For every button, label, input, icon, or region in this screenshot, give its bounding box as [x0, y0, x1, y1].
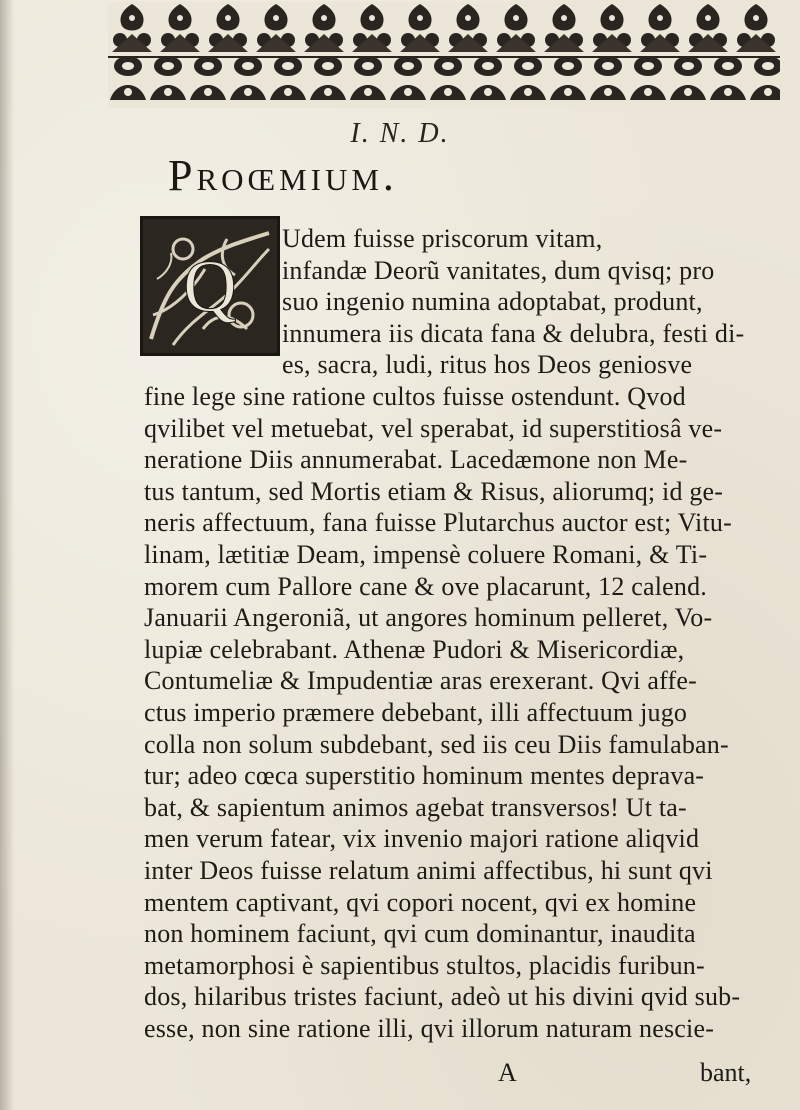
ornament-headpiece-icon [108, 0, 780, 112]
text-line: inter Deos fuisse relatum animi affectibus, hi sunt qvi [144, 856, 713, 885]
text-line: infandæ Deorũ vanitates, dum qvisq; pro [282, 255, 715, 285]
text-line: suo ingenio numina adoptabat, produnt, [282, 287, 703, 317]
text-line: ctus imperio præmere debebant, illi affectuum jugo [144, 698, 688, 727]
text-line: mentem captivant, qvi copori nocent, qvi ex homine [144, 887, 697, 917]
page-footer [0, 1058, 800, 1088]
text-line: dos, hilaribus tristes faciunt, adeò ut his divini qvid sub- [144, 982, 741, 1012]
text-line: neris affectuum, fana fuisse Plutarchus auctor est; Vitu- [144, 508, 732, 538]
text-line: Januarii Angeroniã, ut angores hominum pelleret, Vo- [144, 603, 713, 633]
svg-text:Q: Q [183, 246, 237, 328]
signature-mark: I. N. D. [350, 118, 450, 149]
text-line: linam, lætitiæ Deam, impensè coluere Romani, & Ti- [144, 540, 708, 569]
text-line: esse, non sine ratione illi, qvi illorum naturam nescie- [144, 1014, 715, 1043]
text-line: tus tantum, sed Mortis etiam & Risus, aliorumq; id ge- [144, 476, 724, 506]
signature-letter: A [498, 1058, 517, 1087]
page-title: Proœmium. [168, 151, 398, 200]
text-line: metamorphosi è sapientibus stultos, placidis furibun- [144, 950, 705, 980]
catchword: bant, [700, 1058, 752, 1087]
decorated-initial-icon [140, 216, 280, 356]
text-line: morem cum Pallore cane & ove placarunt, 12 calend. [144, 571, 708, 601]
text-line: men verum fatear, vix invenio majori ratione aliqvid [144, 824, 700, 854]
text-line: non hominem faciunt, qvi cum dominantur, inaudita [144, 919, 696, 949]
text-line: es, sacra, ludi, ritus hos Deos geniosve [282, 350, 693, 380]
text-line: colla non solum subdebant, sed iis ceu Diis famulaban- [144, 729, 729, 759]
text-line: innumera iis dicata fana & delubra, festi di- [282, 318, 745, 348]
text-line: fine lege sine ratione cultos fuisse ostendunt. Qvod [144, 382, 686, 411]
text-line: qvilibet vel metuebat, vel sperabat, id superstitiosâ ve- [144, 413, 723, 443]
binding-shadow [0, 0, 14, 1110]
text-line: bat, & sapientum animos agebat transversos! Ut ta- [144, 792, 687, 822]
text-line: Contumeliæ & Impudentiæ aras erexerant. Qvi affe- [144, 666, 697, 696]
text-line: Udem fuisse priscorum vitam, [282, 224, 603, 253]
text-line: lupiæ celebrabant. Athenæ Pudori & Misericordiæ, [144, 634, 685, 664]
text-line: tur; adeo cœca superstitio hominum mentes deprava- [144, 761, 705, 791]
text-line: neratione Diis annumerabat. Lacedæmone non Me- [144, 445, 688, 475]
